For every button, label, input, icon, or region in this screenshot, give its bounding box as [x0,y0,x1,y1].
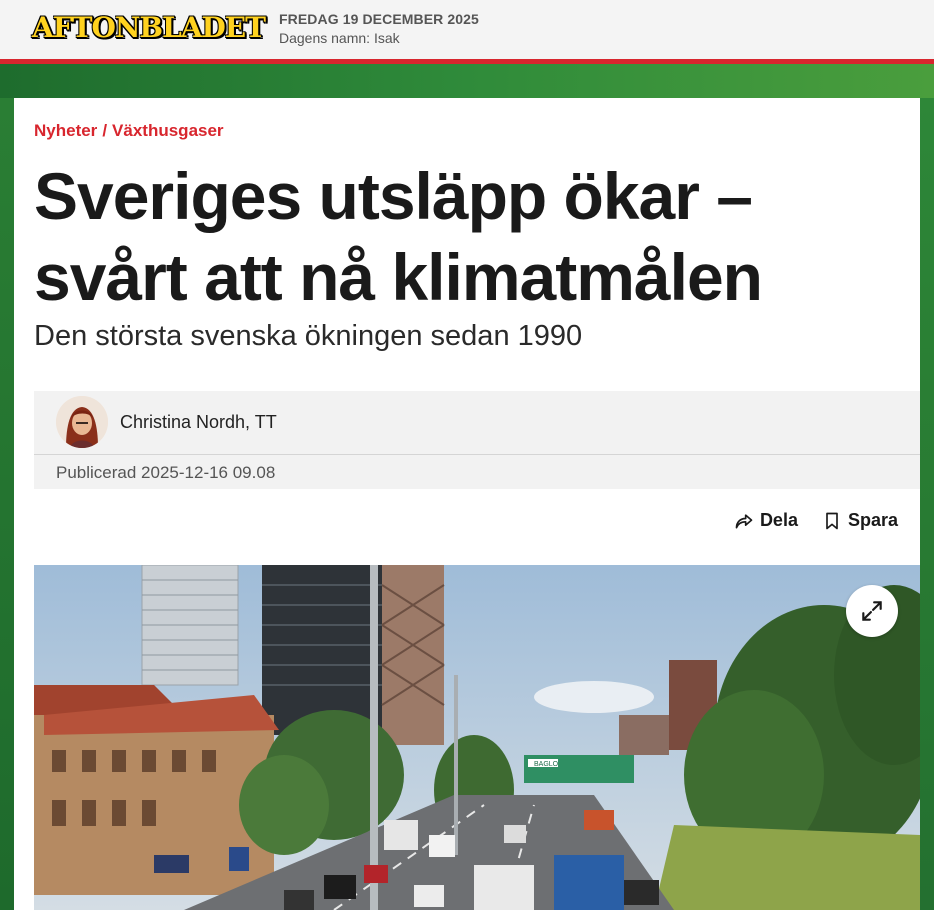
logo-wordmark: AFTONBLADET [32,11,265,44]
nameday: Dagens namn: Isak [279,30,400,46]
current-date: FREDAG 19 DECEMBER 2025 [279,11,479,27]
highway-city-image [34,565,920,910]
author-name[interactable]: Christina Nordh, TT [120,412,277,432]
article-card [14,98,920,910]
bookmark-icon [822,511,842,531]
share-icon [734,511,754,531]
site-header [0,0,934,59]
article-photo[interactable] [34,565,920,910]
aftonbladet-logo[interactable] [32,11,265,45]
save-button[interactable] [822,510,898,531]
share-button[interactable] [734,510,798,531]
expand-icon [859,598,885,624]
green-background-strip [0,64,934,98]
green-background-left [0,98,14,910]
author-avatar[interactable] [56,396,108,448]
article-actions [734,510,898,531]
breadcrumb-nyheter[interactable]: Nyheter [34,121,98,140]
road-sign-text: BAGLO [534,761,559,768]
breadcrumb [34,121,224,141]
breadcrumb-vaxthusgaser[interactable]: Växthusgaser [112,121,224,140]
breadcrumb-separator: / [102,121,108,140]
save-label: Spara [847,510,898,530]
published-timestamp: Publicerad 2025-12-16 09.08 [56,463,276,482]
byline-divider [34,454,920,455]
article-headline: Sveriges utsläpp ökar – svårt att nå klimatmålen [34,159,762,314]
date-block [279,11,479,46]
share-label: Dela [759,510,798,530]
expand-image-button[interactable] [846,585,898,637]
article-subheadline: Den största svenska ökningen sedan 1990 [34,320,583,352]
byline-box [34,391,920,489]
